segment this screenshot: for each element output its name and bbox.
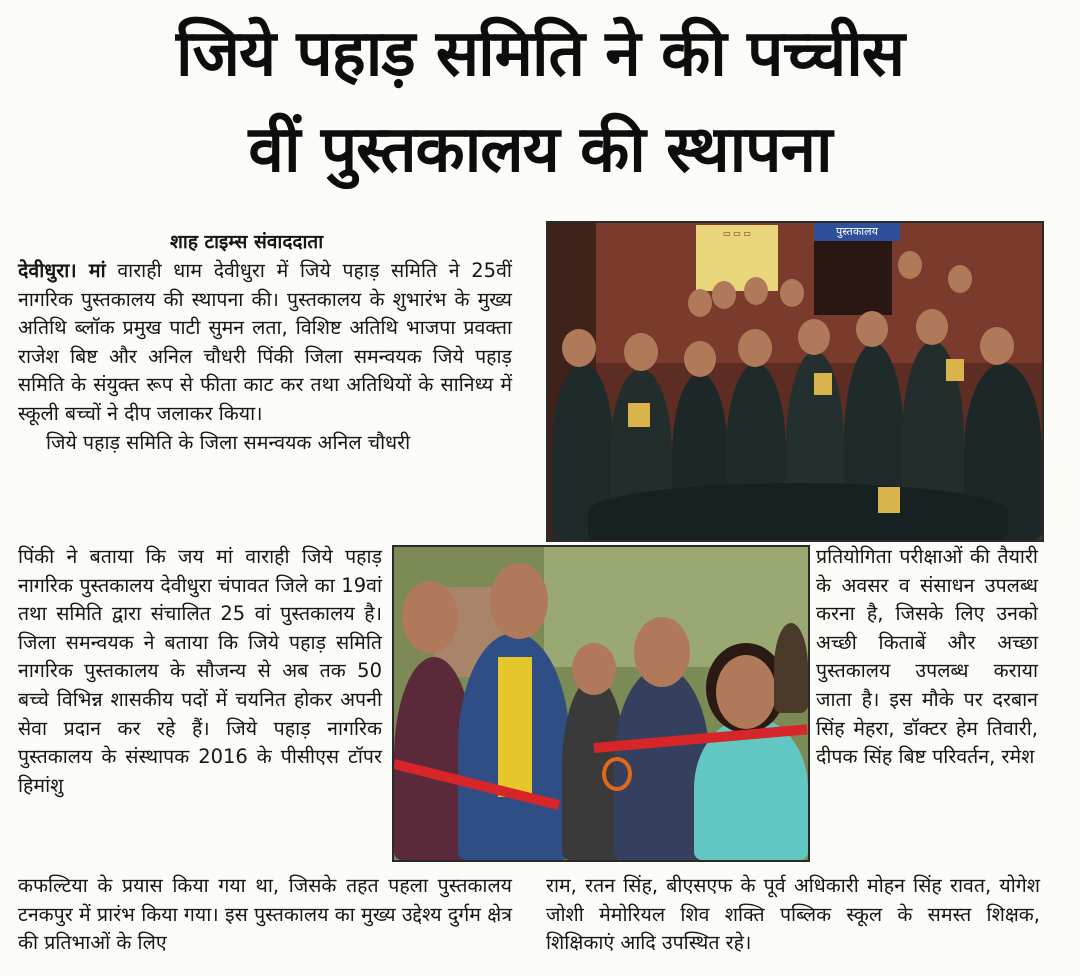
paragraph-2-right: प्रतियोगिता परीक्षाओं की तैयारी के अवसर व संसाधन उपलब्ध करना है, जिसके लिए उनको अच्छी किताबें और अच्छा पुस्तकालय उपलब्ध कराया जाता है। इस मौके पर दरबान सिंह मेहरा, डॉक्टर हेम तिवारी, दीपक सिंह बिष्ट परिवर्तन, रमेश bbox=[816, 545, 1038, 769]
student-head bbox=[624, 333, 658, 371]
trophy-icon bbox=[878, 487, 900, 513]
headline-line-1: जिये पहाड़ समिति ने की पच्चीस bbox=[175, 17, 905, 91]
article-column-top-left bbox=[18, 257, 512, 457]
trophy-icon bbox=[946, 359, 964, 381]
person-vest-head bbox=[634, 617, 690, 687]
library-sign: पुस्तकालय bbox=[814, 223, 900, 241]
paragraph-2-left: पिंकी ने बताया कि जय मां वाराही जिये पहाड़ नागरिक पुस्तकालय देवीधुरा चंपावत जिले का 19वां तथा समिति द्वारा संचालित 25 वां पुस्तकालय है। जिला समन्वयक ने बताया कि जिये पहाड़ समिति नागरिक पुस्तकालय के सौजन्य से अब तक 50 बच्चे विभिन्न शासकीय पदों में चयनित होकर अपनी सेवा प्रदान कर रहे हैं। जिये पहाड़ नागरिक पुस्तकालय के संस्थापक 2016 के पीसीएस टॉपर हिमांशु bbox=[18, 545, 382, 797]
paragraph-2-bottom-left: कफल्टिया के प्रयास किया गया था, जिसके तहत पहला पुस्तकालय टनकपुर में प्रारंभ किया गया। इस पुस्तकालय का मुख्य उद्देश्य दुर्गम क्षेत्र की प्रतिभाओं के लिए bbox=[18, 874, 512, 955]
student-head bbox=[562, 329, 596, 367]
dateline: देवीधुरा। मां bbox=[18, 259, 106, 282]
student-head bbox=[684, 341, 716, 377]
article-bottom-right bbox=[546, 872, 1040, 958]
student-head bbox=[856, 311, 888, 347]
student-head bbox=[980, 327, 1014, 365]
photo-poster: ▭ ▭ ▭ bbox=[696, 225, 778, 291]
paragraph-1-text: वाराही धाम देवीधुरा में जिये पहाड़ समिति ने 25वीं नागरिक पुस्तकालय की स्थापना की। पुस्तकालय के शुभारंभ के मुख्य अतिथि ब्लॉक प्रमुख पाटी सुमन लता, विशिष्ट अतिथि भाजपा प्रवक्ता राजेश बिष्ट और अनिल चौधरी पिंकी जिला समन्वयक जिये पहाड़ समिति के संयुक्त रूप से फीता काट कर तथा अतिथियों के सानिध्य में स्कूली बच्चों ने दीप जलाकर किया। bbox=[18, 259, 512, 425]
person-blue-jacket-head bbox=[490, 563, 548, 639]
person bbox=[688, 289, 712, 317]
person bbox=[898, 251, 922, 279]
article-bottom-left bbox=[18, 872, 512, 958]
student-head bbox=[738, 329, 772, 367]
photo-ribbon-cutting bbox=[392, 545, 810, 862]
article-column-right bbox=[816, 543, 1038, 772]
person bbox=[948, 265, 972, 293]
paragraph-1 bbox=[18, 257, 512, 429]
trophy-icon bbox=[814, 373, 832, 395]
scissors-icon bbox=[602, 757, 632, 791]
student-head bbox=[916, 309, 948, 345]
person-woman-head bbox=[716, 655, 776, 729]
paragraph-2-start: जिये पहाड़ समिति के जिला समन्वयक अनिल चौधरी bbox=[46, 430, 411, 454]
article-column-left bbox=[18, 543, 382, 800]
person bbox=[780, 279, 804, 307]
byline: शाह टाइम्स संवाददाता bbox=[170, 231, 324, 253]
yellow-shirt bbox=[498, 657, 532, 797]
photo-doorway bbox=[814, 237, 892, 315]
headline-line-2: वीं पुस्तकालय की स्थापना bbox=[248, 113, 832, 187]
person-elder-head bbox=[572, 643, 616, 695]
student-head bbox=[798, 319, 830, 355]
trophy-icon bbox=[628, 403, 650, 427]
headline bbox=[0, 6, 1080, 198]
person bbox=[744, 277, 768, 305]
paragraph-2-bottom-right: राम, रतन सिंह, बीएसएफ के पूर्व अधिकारी मोहन सिंह रावत, योगेश जोशी मेमोरियल शिव शक्ति पब्लिक स्कूल के समस्त शिक्षक, शिक्षिकाएं आदि उपस्थित रहे। bbox=[546, 874, 1040, 955]
person-right bbox=[774, 623, 808, 713]
photo-students-group bbox=[546, 221, 1044, 542]
person-left-head bbox=[402, 581, 458, 653]
person bbox=[712, 281, 736, 309]
front-row-students bbox=[588, 483, 1008, 540]
